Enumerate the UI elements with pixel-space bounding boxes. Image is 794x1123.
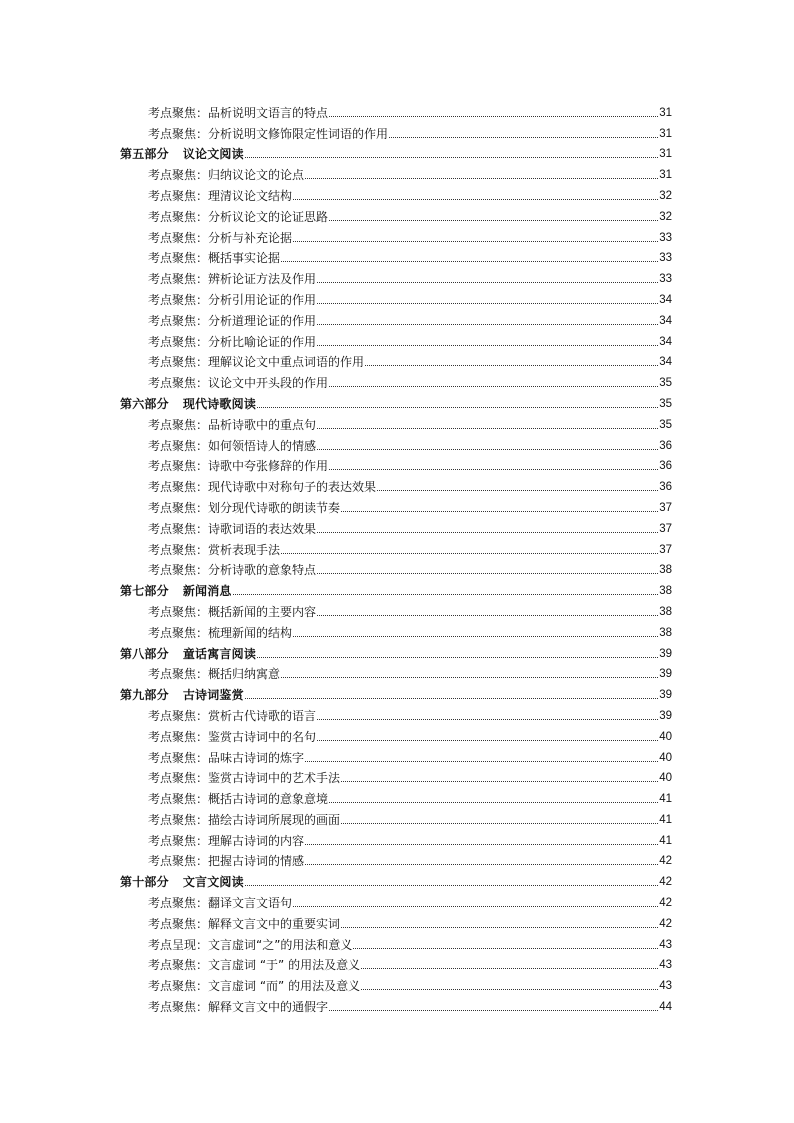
dot-leader: [317, 615, 658, 616]
toc-section-title: [120, 147, 244, 161]
toc-section-row[interactable]: [120, 390, 672, 411]
dot-leader: [361, 968, 658, 969]
toc-entry-title: 考点聚焦：品析诗歌中的重点句: [148, 417, 317, 432]
toc-entry-row[interactable]: [120, 182, 672, 203]
toc-entry-row[interactable]: [120, 286, 672, 307]
toc-section-title: [120, 875, 244, 889]
toc-entry-row[interactable]: [120, 598, 672, 619]
toc-page-number: 32: [659, 210, 672, 223]
toc-page-number: 35: [659, 418, 672, 431]
toc-entry-row[interactable]: [120, 536, 672, 557]
dot-leader: [293, 636, 658, 637]
toc-page-number: 42: [659, 876, 672, 889]
toc-page-number: 31: [659, 106, 672, 119]
toc-entry-row[interactable]: [120, 328, 672, 349]
toc-entry-row[interactable]: [120, 203, 672, 224]
dot-leader: [317, 324, 658, 325]
toc-page-number: 38: [659, 564, 672, 577]
dot-leader: [329, 386, 658, 387]
toc-page-number: 34: [659, 314, 672, 327]
toc-entry-row[interactable]: [120, 245, 672, 266]
toc-entry-row[interactable]: [120, 785, 672, 806]
toc-entry-title: 考点聚焦：分析议论文的论证思路: [148, 209, 329, 224]
toc-entry-row[interactable]: [120, 161, 672, 182]
toc-entry-row[interactable]: [120, 224, 672, 245]
toc-entry-row[interactable]: [120, 557, 672, 578]
toc-page-number: 40: [659, 772, 672, 785]
toc-page-number: 36: [659, 481, 672, 494]
toc-entry-title: 考点聚焦：分析引用论证的作用: [148, 292, 317, 307]
toc-section-part: 第九部分: [120, 688, 169, 703]
dot-leader: [305, 761, 658, 762]
toc-entry-title: 考点聚焦：品析说明文语言的特点: [148, 105, 329, 120]
toc-entry-row[interactable]: [120, 744, 672, 765]
toc-entry-title: 考点聚焦：解释文言文中的重要实词: [148, 916, 341, 931]
toc-entry-title: 考点聚焦：解释文言文中的通假字: [148, 1000, 329, 1015]
toc-entry-title: 考点聚焦：议论文中开头段的作用: [148, 376, 329, 391]
toc-entry-title: 考点聚焦：梳理新闻的结构: [148, 625, 293, 640]
dot-leader: [377, 490, 658, 491]
toc-section-label: 童话寓言阅读: [182, 646, 257, 661]
toc-entry-row[interactable]: [120, 432, 672, 453]
dot-leader: [329, 469, 658, 470]
toc-entry-row[interactable]: [120, 369, 672, 390]
dot-leader: [293, 906, 658, 907]
toc-entry-row[interactable]: [120, 910, 672, 931]
dot-leader: [281, 677, 658, 678]
dot-leader: [245, 157, 658, 158]
toc-page-number: 43: [659, 980, 672, 993]
toc-entry-row[interactable]: [120, 453, 672, 474]
toc-entry-title: 考点聚焦：概括事实论据: [148, 251, 281, 266]
toc-entry-title: 考点聚焦：文言虚词 “于” 的用法及意义: [148, 958, 361, 973]
toc-page-number: 39: [659, 647, 672, 660]
toc-section-title: [120, 584, 232, 598]
toc-entry-row[interactable]: [120, 494, 672, 515]
toc-entry-title: 考点聚焦：赏析古代诗歌的语言: [148, 708, 317, 723]
toc-section-part: 第八部分: [120, 646, 169, 661]
dot-leader: [361, 989, 658, 990]
toc-entry-row[interactable]: [120, 806, 672, 827]
toc-section-part: 第七部分: [120, 584, 169, 599]
toc-entry-row[interactable]: [120, 993, 672, 1014]
dot-leader: [233, 594, 659, 595]
toc-entry-title: 考点聚焦：辨析论证方法及作用: [148, 272, 317, 287]
toc-page-number: 37: [659, 501, 672, 514]
toc-entry-row[interactable]: [120, 349, 672, 370]
toc-entry-title: 考点聚焦：文言虚词 “而” 的用法及意义: [148, 979, 361, 994]
dot-leader: [317, 282, 658, 283]
dot-leader: [293, 199, 658, 200]
toc-page-number: 31: [659, 148, 672, 161]
dot-leader: [305, 178, 658, 179]
toc-page-number: 35: [659, 377, 672, 390]
dot-leader: [257, 407, 658, 408]
toc-section-row[interactable]: [120, 868, 672, 889]
toc-page-number: 39: [659, 689, 672, 702]
toc-entry-row[interactable]: [120, 827, 672, 848]
toc-entry-row[interactable]: [120, 848, 672, 869]
toc-page-number: 34: [659, 335, 672, 348]
dot-leader: [317, 532, 658, 533]
dot-leader: [281, 261, 658, 262]
toc-entry-title: 考点聚焦：品味古诗词的炼字: [148, 750, 305, 765]
toc-section-label: 新闻消息: [182, 584, 232, 599]
dot-leader: [317, 573, 658, 574]
toc-section-row[interactable]: [120, 640, 672, 661]
dot-leader: [329, 116, 658, 117]
toc-entry-title: 考点聚焦：把握古诗词的情感: [148, 854, 305, 869]
toc-entry-title: 考点聚焦：描绘古诗词所展现的画面: [148, 812, 341, 827]
toc-page-number: 34: [659, 293, 672, 306]
toc-entry-title: 考点聚焦：分析说明文修饰限定性词语的作用: [148, 126, 389, 141]
dot-leader: [341, 781, 658, 782]
toc-page-number: 41: [659, 813, 672, 826]
toc-entry-row[interactable]: [120, 99, 672, 120]
toc-page-number: 41: [659, 793, 672, 806]
dot-leader: [341, 823, 658, 824]
dot-leader: [305, 864, 658, 865]
toc-entry-title: 考点聚焦：归纳议论文的论点: [148, 168, 305, 183]
toc-section-title: [120, 688, 244, 702]
toc-entry-title: 考点聚焦：诗歌词语的表达效果: [148, 521, 317, 536]
toc-entry-row[interactable]: [120, 765, 672, 786]
toc-page-number: 38: [659, 585, 672, 598]
toc-page-number: 42: [659, 855, 672, 868]
toc-entry-row[interactable]: [120, 723, 672, 744]
toc-page-number: 37: [659, 543, 672, 556]
toc-page-number: 33: [659, 273, 672, 286]
toc-page-number: 37: [659, 522, 672, 535]
toc-section-part: 第六部分: [120, 396, 169, 411]
toc-entry-row[interactable]: [120, 931, 672, 952]
toc-page-number: 43: [659, 938, 672, 951]
toc-entry-title: 考点聚焦：划分现代诗歌的朗读节奏: [148, 500, 341, 515]
toc-section-label: 现代诗歌阅读: [182, 396, 257, 411]
toc-entry-row[interactable]: [120, 619, 672, 640]
dot-leader: [353, 948, 658, 949]
toc-page-number: 38: [659, 626, 672, 639]
toc-entry-title: 考点聚焦：概括新闻的主要内容: [148, 604, 317, 619]
dot-leader: [317, 740, 658, 741]
dot-leader: [365, 365, 658, 366]
toc-section-label: 文言文阅读: [182, 875, 244, 890]
toc-page-number: 36: [659, 439, 672, 452]
toc-entry-title: 考点聚焦：分析道理论证的作用: [148, 313, 317, 328]
toc-page-number: 34: [659, 356, 672, 369]
toc-entry-row[interactable]: [120, 265, 672, 286]
toc-entry-title: 考点聚焦：分析比喻论证的作用: [148, 334, 317, 349]
toc-list: [120, 99, 672, 1014]
toc-section-row[interactable]: [120, 577, 672, 598]
toc-entry-row[interactable]: [120, 952, 672, 973]
toc-entry-row[interactable]: [120, 515, 672, 536]
toc-page-number: 42: [659, 897, 672, 910]
toc-section-label: 议论文阅读: [182, 147, 244, 162]
toc-page-number: 39: [659, 668, 672, 681]
dot-leader: [317, 345, 658, 346]
toc-page-number: 42: [659, 917, 672, 930]
toc-page-number: 33: [659, 252, 672, 265]
toc-entry-title: 考点聚焦：赏析表现手法: [148, 542, 281, 557]
dot-leader: [281, 553, 658, 554]
dot-leader: [317, 428, 658, 429]
dot-leader: [293, 241, 658, 242]
toc-entry-title: 考点聚焦：鉴赏古诗词中的艺术手法: [148, 771, 341, 786]
toc-page-number: 31: [659, 169, 672, 182]
dot-leader: [329, 802, 658, 803]
toc-entry-row[interactable]: [120, 661, 672, 682]
toc-page-number: 36: [659, 460, 672, 473]
toc-page-number: 43: [659, 959, 672, 972]
toc-entry-title: 考点呈现：文言虚词“之”的用法和意义: [148, 937, 353, 952]
toc-entry-title: 考点聚焦：如何领悟诗人的情感: [148, 438, 317, 453]
toc-page-number: 32: [659, 189, 672, 202]
toc-section-part: 第十部分: [120, 875, 169, 890]
toc-entry-title: 考点聚焦：概括古诗词的意象意境: [148, 792, 329, 807]
dot-leader: [329, 220, 658, 221]
toc-entry-title: 考点聚焦：理解议论文中重点词语的作用: [148, 355, 365, 370]
toc-entry-title: 考点聚焦：诗歌中夸张修辞的作用: [148, 459, 329, 474]
toc-entry-title: 考点聚焦：现代诗歌中对称句子的表达效果: [148, 480, 377, 495]
toc-entry-title: 考点聚焦：鉴赏古诗词中的名句: [148, 729, 317, 744]
toc-page-number: 44: [659, 1001, 672, 1014]
dot-leader: [329, 1010, 658, 1011]
toc-page-number: 39: [659, 709, 672, 722]
toc-page-number: 33: [659, 231, 672, 244]
table-of-contents: [120, 99, 672, 1014]
toc-entry-row[interactable]: [120, 307, 672, 328]
toc-page-number: 41: [659, 834, 672, 847]
toc-entry-title: 考点聚焦：概括归纳寓意: [148, 667, 281, 682]
toc-entry-row[interactable]: [120, 702, 672, 723]
toc-page-number: 38: [659, 605, 672, 618]
toc-section-row[interactable]: [120, 681, 672, 702]
toc-entry-row[interactable]: [120, 120, 672, 141]
toc-entry-title: 考点聚焦：分析诗歌的意象特点: [148, 563, 317, 578]
toc-section-part: 第五部分: [120, 147, 169, 162]
toc-section-row[interactable]: [120, 141, 672, 162]
toc-entry-row[interactable]: [120, 411, 672, 432]
toc-page-number: 31: [659, 127, 672, 140]
toc-entry-row[interactable]: [120, 972, 672, 993]
toc-entry-title: 考点聚焦：理清议论文结构: [148, 188, 293, 203]
toc-entry-row[interactable]: [120, 473, 672, 494]
dot-leader: [341, 511, 658, 512]
toc-section-title: [120, 647, 256, 661]
dot-leader: [317, 303, 658, 304]
dot-leader: [257, 657, 658, 658]
dot-leader: [305, 844, 658, 845]
dot-leader: [245, 885, 658, 886]
toc-page-number: 35: [659, 397, 672, 410]
dot-leader: [245, 698, 658, 699]
toc-entry-title: 考点聚焦：理解古诗词的内容: [148, 833, 305, 848]
dot-leader: [317, 719, 658, 720]
toc-section-label: 古诗词鉴赏: [182, 688, 244, 703]
dot-leader: [317, 449, 658, 450]
toc-entry-title: 考点聚焦：翻译文言文语句: [148, 896, 293, 911]
toc-page-number: 40: [659, 751, 672, 764]
toc-page-number: 40: [659, 730, 672, 743]
toc-entry-title: 考点聚焦：分析与补充论据: [148, 230, 293, 245]
toc-section-title: [120, 397, 256, 411]
dot-leader: [389, 137, 658, 138]
toc-entry-row[interactable]: [120, 889, 672, 910]
dot-leader: [341, 927, 658, 928]
